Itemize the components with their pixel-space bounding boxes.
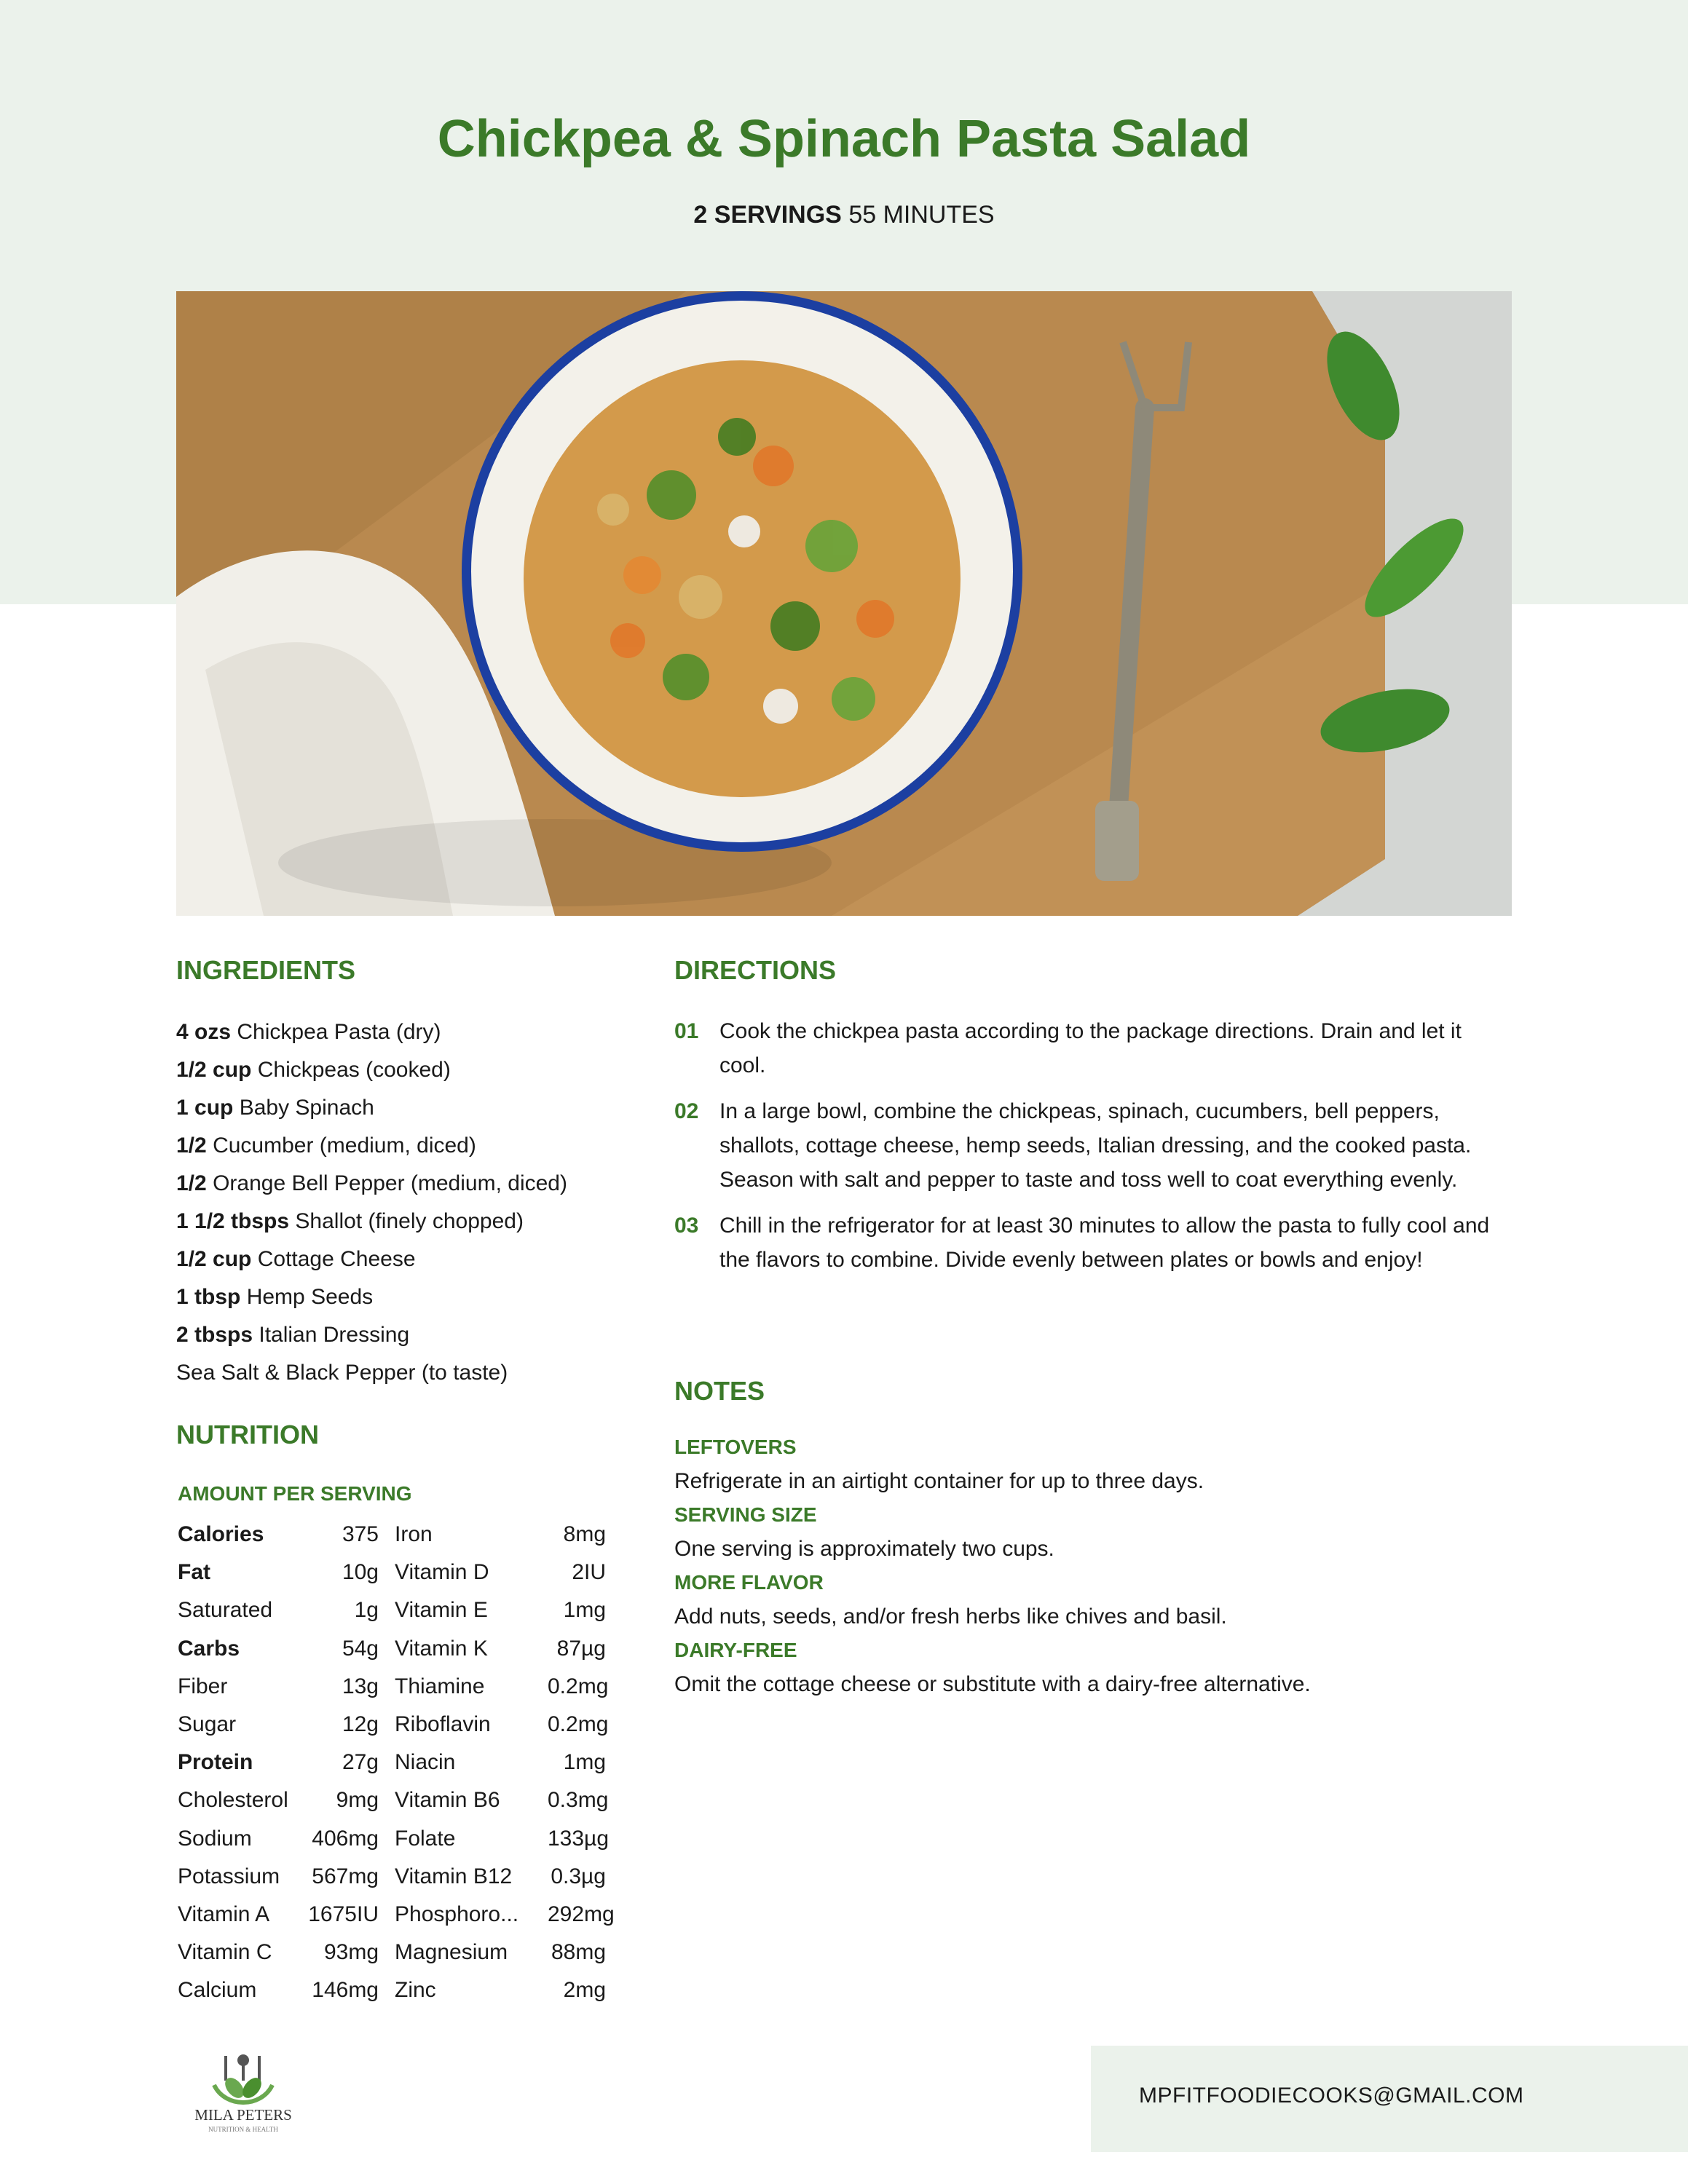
nutrition-row: Carbs 54g Vitamin K 87µg bbox=[178, 1636, 606, 1661]
pasta-salad-image bbox=[176, 291, 1512, 916]
note-text: Add nuts, seeds, and/or fresh herbs like chives and basil. bbox=[674, 1605, 1227, 1629]
nutrition-table bbox=[178, 1516, 615, 2009]
nutrition-row: Vitamin A 1675IU Phosphoro... 292mg bbox=[178, 1902, 615, 1926]
nutrition-row: Fiber 13g Thiamine 0.2mg bbox=[178, 1674, 609, 1698]
ingredient-item: 1/2 cup Cottage Cheese bbox=[176, 1247, 416, 1271]
ingredient-item: 4 ozs Chickpea Pasta (dry) bbox=[176, 1020, 441, 1044]
directions-heading: DIRECTIONS bbox=[674, 955, 837, 985]
note-text: Refrigerate in an airtight container for up to three days. bbox=[674, 1469, 1204, 1493]
recipe-meta bbox=[0, 201, 1688, 229]
ingredient-item: 1 1/2 tbsps Shallot (finely chopped) bbox=[176, 1209, 524, 1233]
direction-step: 02 In a large bowl, combine the chickpeas, spinach, cucumbers, bell peppers, shallots, cottage cheese, hemp seeds, Italian dressing, and the cooked pasta. Season with salt and pepper to taste and toss well to coat everything evenly. bbox=[674, 1099, 1472, 1192]
nutrition-row: Calcium 146mg Zinc 2mg bbox=[178, 1978, 606, 2003]
nutrition-row: Protein 27g Niacin 1mg bbox=[178, 1750, 606, 1775]
ingredient-item: 1/2 cup Chickpeas (cooked) bbox=[176, 1058, 451, 1082]
ingredient-item: 2 tbsps Italian Dressing bbox=[176, 1323, 410, 1347]
note-text: Omit the cottage cheese or substitute with a dairy-free alternative. bbox=[674, 1672, 1311, 1696]
brand-logo-icon bbox=[185, 2050, 301, 2152]
note-title: DAIRY-FREE bbox=[674, 1639, 797, 1661]
ingredient-item: 1/2 Cucumber (medium, diced) bbox=[176, 1133, 476, 1158]
nutrition-subheading: AMOUNT PER SERVING bbox=[178, 1482, 412, 1505]
notes-heading: NOTES bbox=[674, 1376, 765, 1406]
directions-list bbox=[674, 1014, 1497, 1289]
note-title: LEFTOVERS bbox=[674, 1436, 797, 1458]
brand-tagline: NUTRITION & HEALTH bbox=[208, 2126, 278, 2133]
nutrition-row: Calories 375 Iron 8mg bbox=[178, 1522, 606, 1547]
nutrition-row: Sugar 12g Riboflavin 0.2mg bbox=[178, 1712, 609, 1737]
direction-step: 03 Chill in the refrigerator for at least 30 minutes to allow the pasta to fully cool and the flavors to combine. Divide evenly between plates or bowls and enjoy! bbox=[674, 1214, 1490, 1272]
total-time: 55 MINUTES bbox=[848, 201, 995, 229]
ingredients-heading: INGREDIENTS bbox=[176, 955, 356, 985]
notes-list bbox=[674, 1431, 1497, 1701]
nutrition-heading: NUTRITION bbox=[176, 1420, 319, 1449]
ingredient-item: 1 tbsp Hemp Seeds bbox=[176, 1285, 374, 1309]
recipe-title: Chickpea & Spinach Pasta Salad bbox=[437, 110, 1251, 168]
nutrition-row: Sodium 406mg Folate 133µg bbox=[178, 1826, 610, 1851]
nutrition-row: Potassium 567mg Vitamin B12 0.3µg bbox=[178, 1864, 606, 1888]
contact-email[interactable]: MPFITFOODIECOOKS@GMAIL.COM bbox=[1139, 2084, 1524, 2108]
nutrition-row: Saturated 1g Vitamin E 1mg bbox=[178, 1598, 606, 1623]
note-title: MORE FLAVOR bbox=[674, 1571, 824, 1594]
note-title: SERVING SIZE bbox=[674, 1503, 817, 1526]
servings: 2 SERVINGS bbox=[693, 201, 842, 229]
ingredients-list bbox=[176, 1013, 628, 1392]
ingredient-item: 1/2 Orange Bell Pepper (medium, diced) bbox=[176, 1171, 567, 1195]
nutrition-row: Fat 10g Vitamin D 2IU bbox=[178, 1560, 606, 1585]
brand-name: MILA PETERS bbox=[194, 2106, 292, 2124]
nutrition-row: Cholesterol 9mg Vitamin B6 0.3mg bbox=[178, 1788, 609, 1813]
recipe-photo bbox=[176, 291, 1512, 916]
nutrition-row: Vitamin C 93mg Magnesium 88mg bbox=[178, 1940, 606, 1965]
ingredient-item: 1 cup Baby Spinach bbox=[176, 1096, 374, 1120]
note-text: One serving is approximately two cups. bbox=[674, 1537, 1054, 1561]
direction-step: 01 Cook the chickpea pasta according to the package directions. Drain and let it cool. bbox=[674, 1019, 1462, 1077]
ingredient-item: Sea Salt & Black Pepper (to taste) bbox=[176, 1361, 508, 1385]
